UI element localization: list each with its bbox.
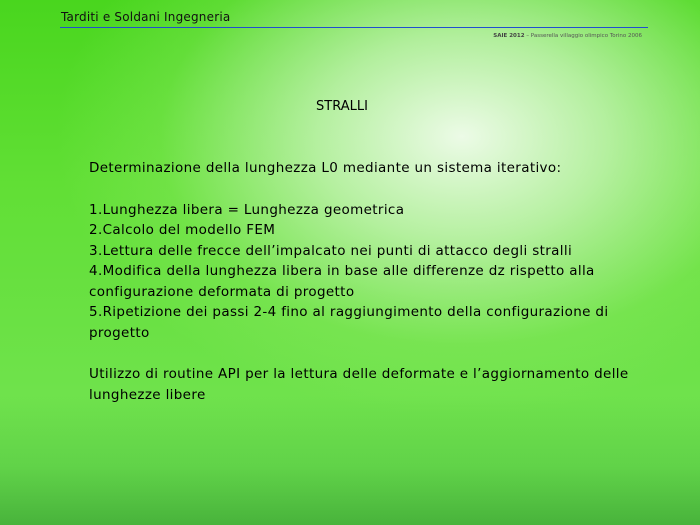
step-item: 4.Modifica della lunghezza libera in base alle differenze dz rispetto alla configurazione deformata di progetto — [89, 263, 595, 300]
slide-title: STRALLI — [316, 99, 368, 114]
step-item: 5.Ripetizione dei passi 2-4 fino al raggiungimento della configurazione di progetto — [89, 304, 609, 341]
step-item: 1.Lunghezza libera = Lunghezza geometrica — [89, 201, 405, 218]
closing-text: Utilizzo di routine API per la lettura delle deformate e l’aggiornamento delle lunghezze libere — [89, 366, 629, 403]
slide-subheader — [493, 33, 642, 39]
step-item: 2.Calcolo del modello FEM — [89, 222, 276, 238]
event-label: SAIE 2012 — [493, 33, 525, 39]
intro-text: Determinazione della lunghezza L0 mediante un sistema iterativo: — [89, 160, 562, 176]
slide-body — [89, 158, 629, 405]
step-item: 3.Lettura delle frecce dell’impalcato nei punti di attacco degli stralli — [89, 242, 573, 259]
header-divider — [60, 27, 648, 28]
company-name: Tarditi e Soldani Ingegneria — [61, 10, 231, 24]
iteration-steps — [89, 200, 629, 344]
project-subtitle: – Passerella villaggio olimpico Torino 2006 — [526, 33, 642, 39]
